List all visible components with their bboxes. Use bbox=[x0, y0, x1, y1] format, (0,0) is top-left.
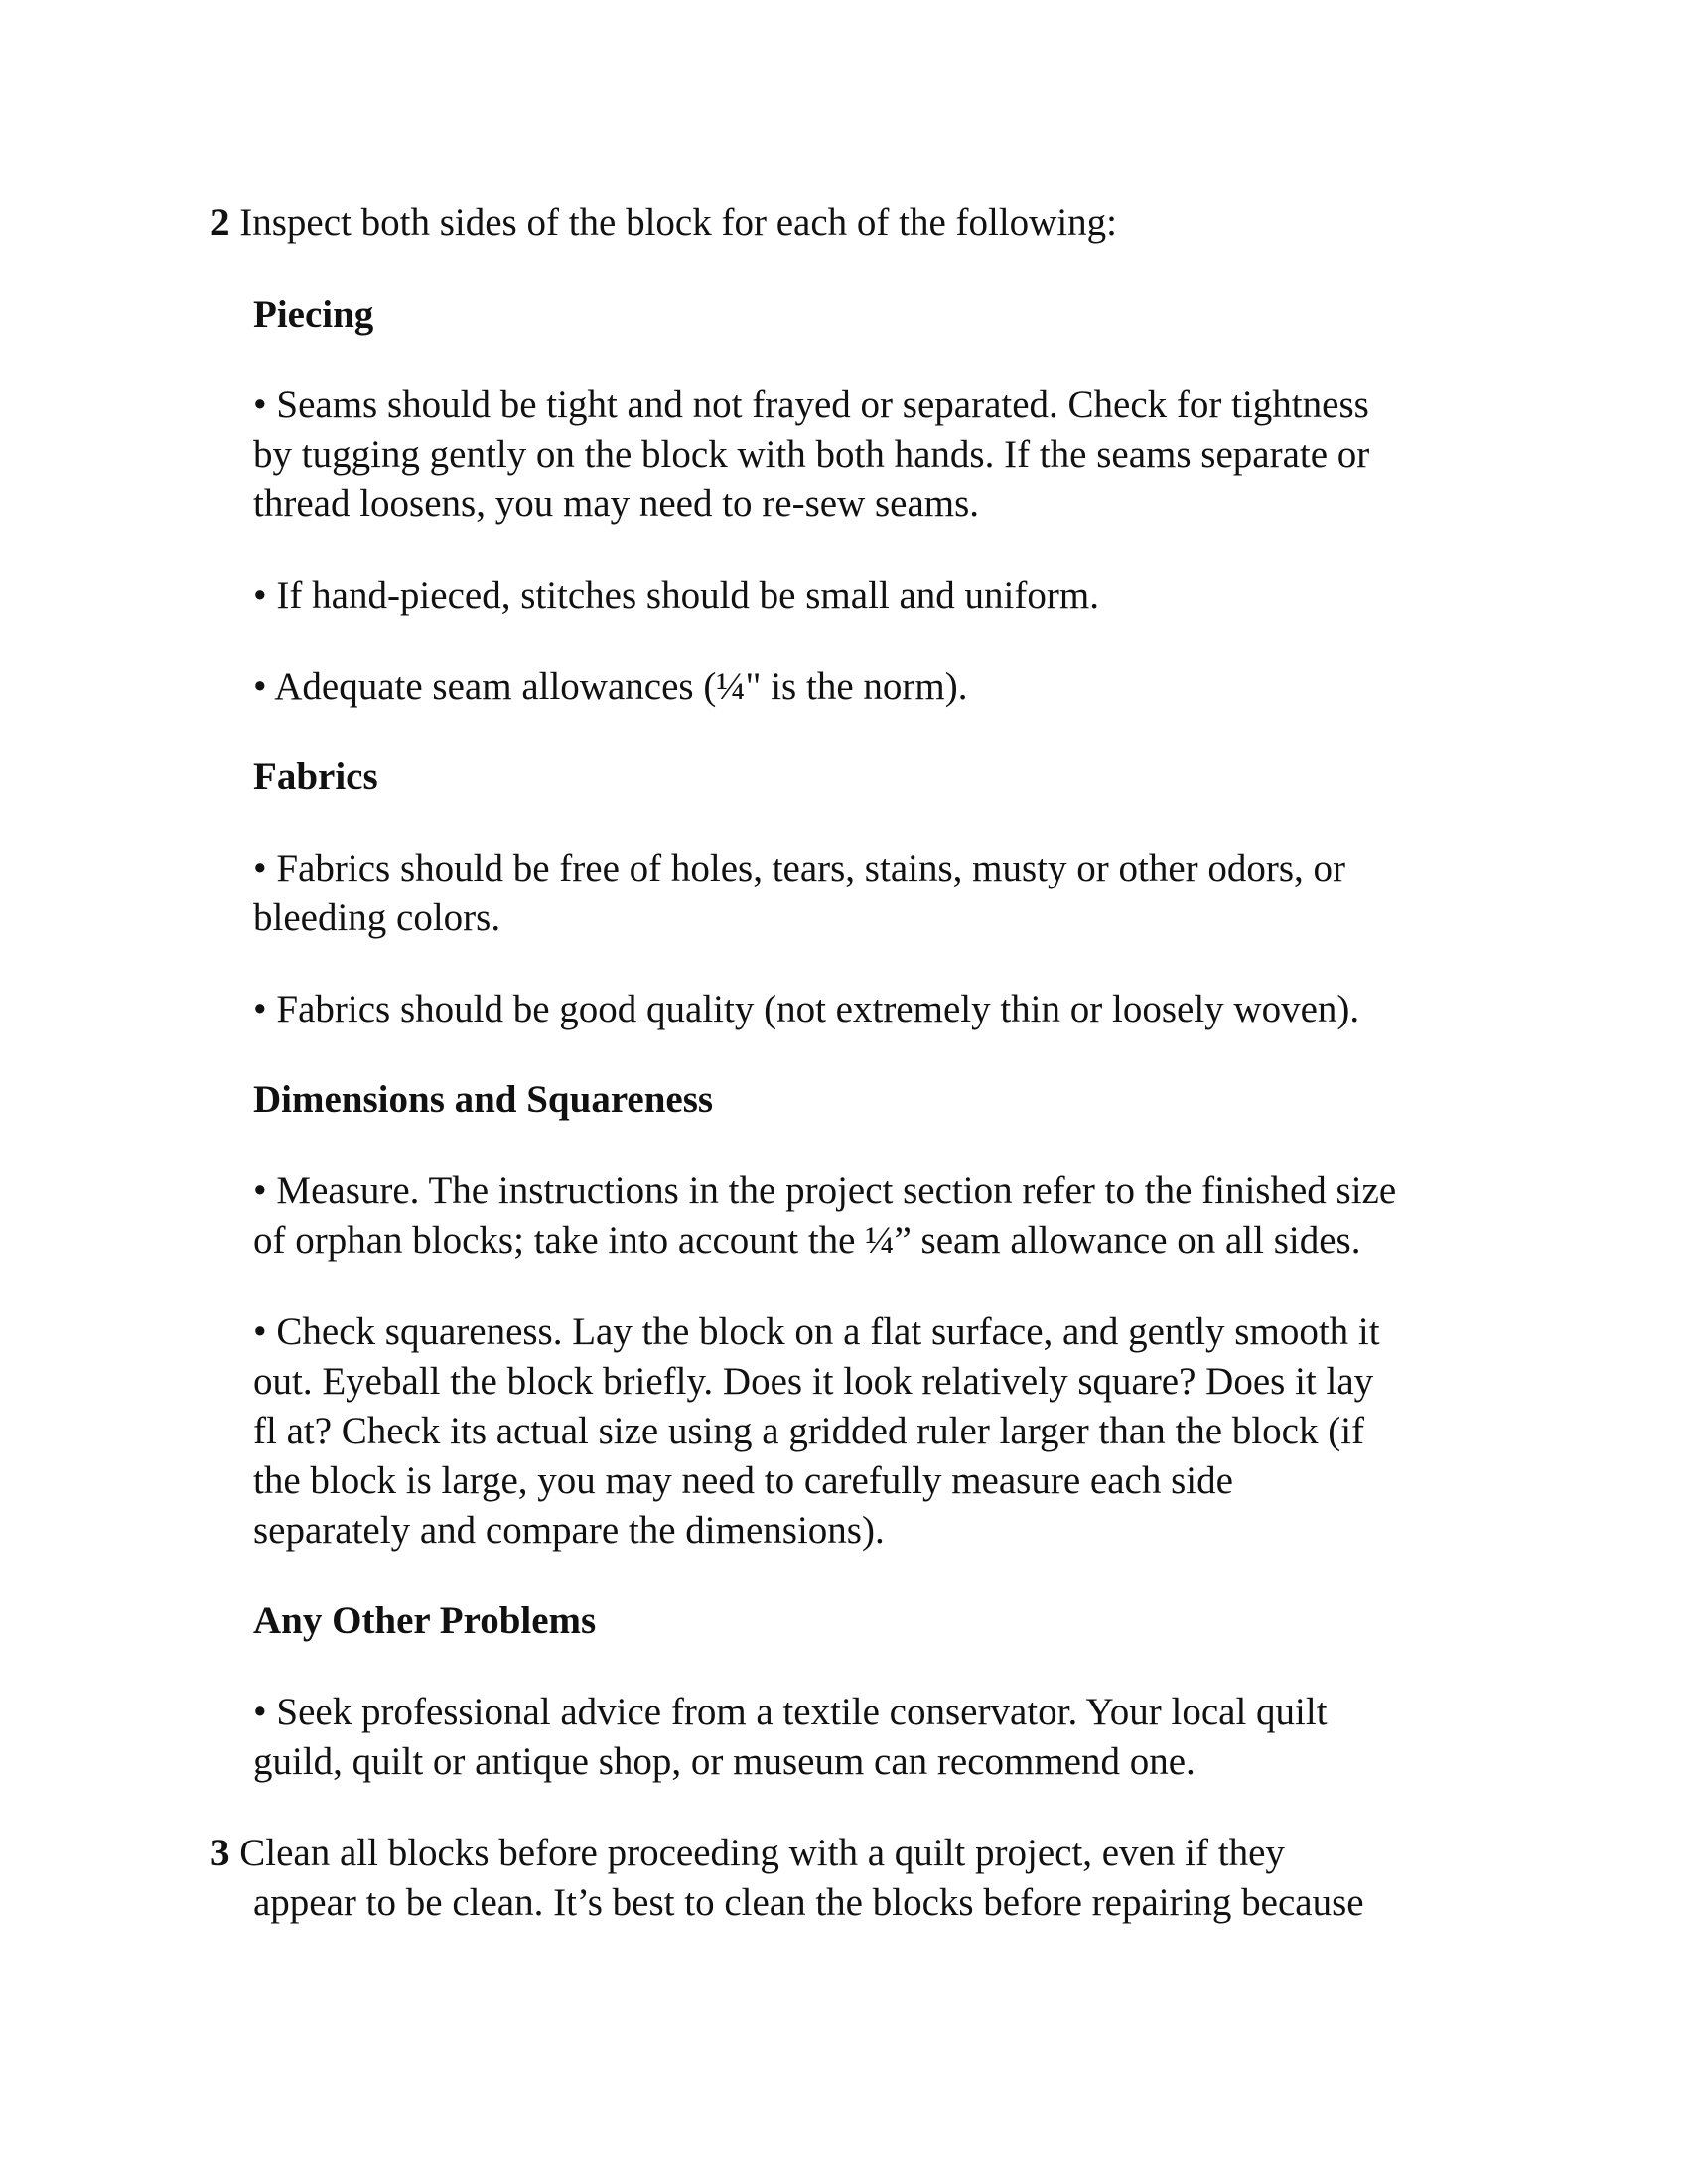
section-heading-other-problems: Any Other Problems bbox=[253, 1599, 597, 1642]
paragraph-line: • Adequate seam allowances (¼" is the norm). bbox=[253, 665, 968, 708]
fabrics-bullet-quality bbox=[253, 985, 1494, 1034]
step-3 bbox=[211, 1829, 1501, 1928]
paragraph-line: • Check squareness. Lay the block on a flat surface, and gently smooth it bbox=[253, 1310, 1380, 1353]
paragraph-line: • Fabrics should be good quality (not extremely thin or loosely woven). bbox=[253, 988, 1360, 1030]
dimensions-bullet-squareness bbox=[253, 1307, 1494, 1556]
section-heading-dimensions: Dimensions and Squareness bbox=[253, 1078, 714, 1121]
paragraph-line: fl at? Check its actual size using a gridded ruler larger than the block (if bbox=[253, 1410, 1365, 1452]
step-text: Clean all blocks before proceeding with a quilt project, even if they bbox=[239, 1832, 1285, 1874]
other-bullet-professional-advice bbox=[253, 1688, 1494, 1787]
paragraph-line: bleeding colors. bbox=[253, 896, 501, 939]
dimensions-bullet-measure bbox=[253, 1166, 1494, 1266]
step-text: Inspect both sides of the block for each of the following: bbox=[239, 202, 1118, 244]
paragraph-line: of orphan blocks; take into account the ¼” seam allowance on all sides. bbox=[253, 1219, 1361, 1262]
paragraph-line: the block is large, you may need to carefully measure each side bbox=[253, 1459, 1233, 1502]
step-text-continuation: appear to be clean. It’s best to clean the blocks before repairing because bbox=[253, 1881, 1364, 1924]
piecing-bullet-hand-pieced bbox=[253, 571, 1494, 620]
step-number: 2 bbox=[211, 202, 230, 244]
paragraph-line: out. Eyeball the block briefly. Does it look relatively square? Does it lay bbox=[253, 1360, 1374, 1403]
paragraph-line: • Seams should be tight and not frayed or separated. Check for tightness bbox=[253, 383, 1369, 426]
fabrics-bullet-free-of-holes bbox=[253, 844, 1494, 943]
section-heading-fabrics: Fabrics bbox=[253, 755, 378, 798]
piecing-bullet-seam-allowances bbox=[253, 662, 1494, 712]
piecing-bullet-seams bbox=[253, 380, 1494, 529]
step-2 bbox=[211, 199, 1501, 248]
paragraph-line: • Measure. The instructions in the project section refer to the finished size bbox=[253, 1169, 1397, 1212]
section-heading-piecing: Piecing bbox=[253, 293, 374, 336]
step-number: 3 bbox=[211, 1832, 230, 1874]
paragraph-line: • If hand-pieced, stitches should be small and uniform. bbox=[253, 574, 1099, 616]
paragraph-line: • Fabrics should be free of holes, tears, stains, musty or other odors, or bbox=[253, 847, 1346, 889]
paragraph-line: guild, quilt or antique shop, or museum can recommend one. bbox=[253, 1740, 1196, 1783]
paragraph-line: thread loosens, you may need to re-sew seams. bbox=[253, 482, 980, 525]
paragraph-line: • Seek professional advice from a textile conservator. Your local quilt bbox=[253, 1691, 1328, 1733]
paragraph-line: by tugging gently on the block with both hands. If the seams separate or bbox=[253, 433, 1370, 476]
paragraph-line: separately and compare the dimensions). bbox=[253, 1509, 885, 1552]
